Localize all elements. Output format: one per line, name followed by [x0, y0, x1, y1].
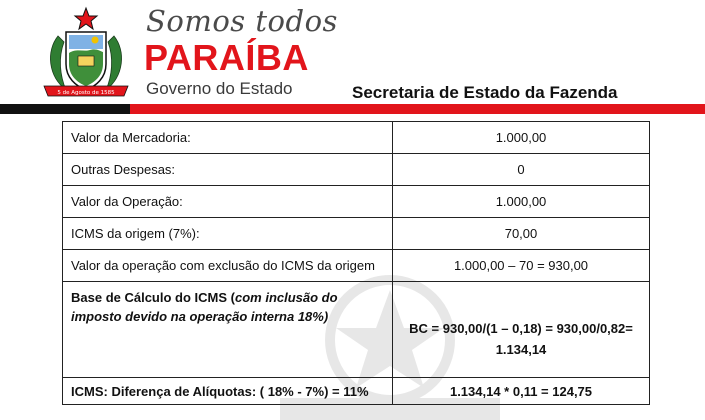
- department-title: Secretaria de Estado da Fazenda: [352, 83, 618, 102]
- paraiba-crest-icon: [40, 6, 132, 100]
- state-name: PARAÍBA: [144, 37, 309, 78]
- row-label: Outras Despesas:: [63, 154, 393, 186]
- row-label: Valor da Mercadoria:: [63, 122, 393, 154]
- page-header: [0, 0, 705, 115]
- row-value: 1.000,00: [393, 186, 650, 218]
- table-row: [63, 122, 650, 154]
- table-row: [63, 186, 650, 218]
- row-value: 0: [393, 154, 650, 186]
- header-band-black: [0, 104, 130, 114]
- row-label: Valor da Operação:: [63, 186, 393, 218]
- government-label: Governo do Estado: [146, 79, 293, 98]
- table-row: [63, 218, 650, 250]
- table-row: [63, 378, 650, 405]
- row-value: 1.000,00 – 70 = 930,00: [393, 250, 650, 282]
- label-italic-part: com inclusão do imposto devido na operação interna 18%): [71, 290, 338, 324]
- row-value: 1.000,00: [393, 122, 650, 154]
- table-row: [63, 250, 650, 282]
- value-line-2: 1.134,14: [495, 341, 547, 357]
- row-value: 70,00: [393, 218, 650, 250]
- row-value: 1.134,14 * 0,11 = 124,75: [393, 378, 650, 405]
- value-line-1: BC = 930,00/(1 – 0,18) = 930,00/0,82=: [409, 320, 633, 336]
- table-row: [63, 282, 650, 378]
- svg-text:5 de Agosto de 1585: 5 de Agosto de 1585: [57, 90, 115, 96]
- row-label: [63, 282, 393, 378]
- row-label: Valor da operação com exclusão do ICMS da origem: [63, 250, 393, 282]
- row-value: [393, 282, 650, 378]
- slogan-text: Somos todos: [146, 4, 338, 38]
- row-label: ICMS: Diferença de Alíquotas: ( 18% - 7%) = 11%: [63, 378, 393, 405]
- header-band-red: [130, 104, 705, 114]
- icms-calculation-table: [62, 121, 650, 405]
- row-label: ICMS da origem (7%):: [63, 218, 393, 250]
- label-bold-part: Base de Cálculo do ICMS (: [71, 290, 235, 305]
- table-row: [63, 154, 650, 186]
